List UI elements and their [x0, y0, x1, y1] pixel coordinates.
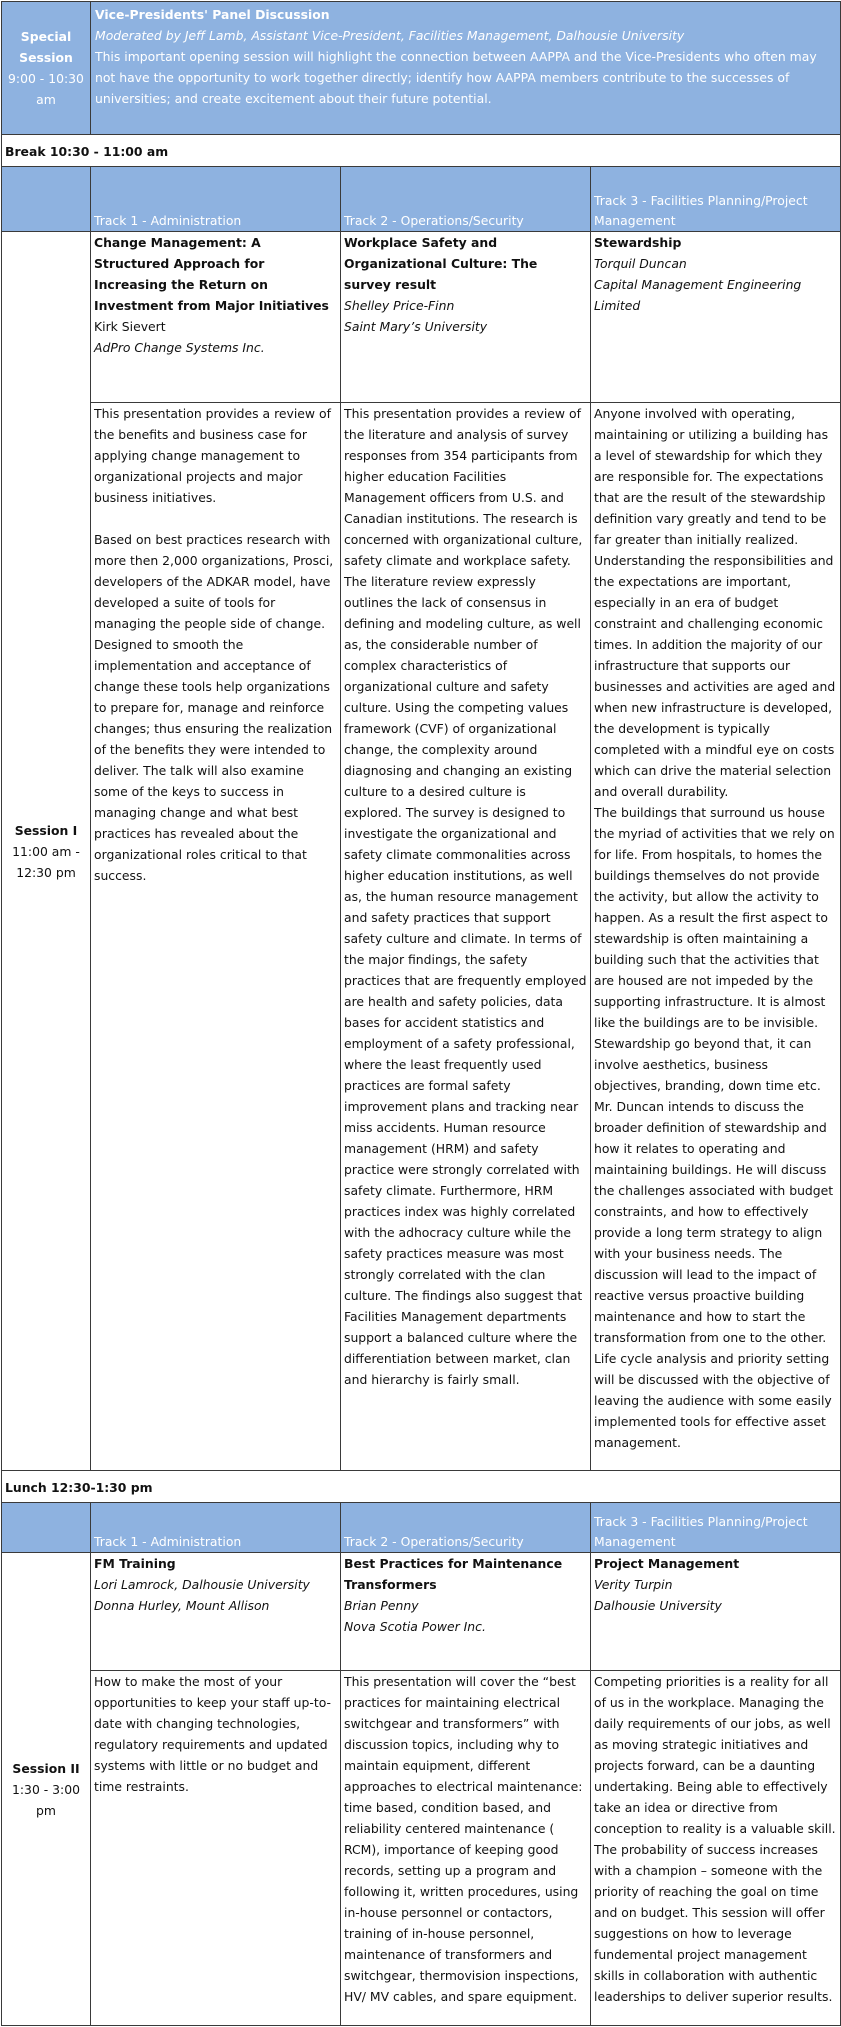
- session1-track2-paragraph-1: This presentation provides a review of the literature and analysis of survey responses from 354 participants from higher education Facilities Management officers from U.S. and Canadian institutions. The research is concerned with organizational culture, safety climate and workplace safety. The literature review expressly outlines the lack of consensus in defining and modeling culture, as well as, the considerable number of complex characteristics of organizational culture and safety culture. Using the competing values framework (CVF) of organizational change, the complexity around diagnosing and changing an existing culture to a desired culture is explored. The survey is designed to investigate the organizational and safety climate commonalities across higher education institutions, as well as, the human resource management and safety practices that support safety culture and climate. In terms of the major findings, the safety practices that are frequently employed are health and safety policies, data bases for accident statistics and employment of a safety professional, where the least frequently used practices are formal safety improvement plans and tracking near miss accidents. Human resource management (HRM) and safety practice were strongly correlated with safety climate. Furthermore, HRM practices index was highly correlated with the adhocracy culture while the safety practices measure was most strongly correlated with the clan culture. The findings also suggest that Facilities Management departments support a balanced culture where the differentiation between market, clan and hierarchy is fairly small.: [344, 406, 587, 1387]
- session2-track3-speaker: Verity Turpin: [594, 1577, 673, 1592]
- session2-track3-header: Track 3 - Facilities Planning/Project Management: [591, 1503, 841, 1553]
- session2-track1-paragraph-1: How to make the most of your opportunities to keep your staff up-to-date with changing technologies, regulatory requirements and updated systems with little or no budget and time restraints.: [94, 1674, 331, 1794]
- session1-header-empty: [2, 167, 91, 232]
- lunch-row: [2, 1471, 841, 1503]
- session1-track2-speaker: Shelley Price-Finn: [344, 298, 455, 313]
- session1-track1-description-cell: [91, 403, 341, 1471]
- session2-track1-speaker-2: Donna Hurley, Mount Allison: [94, 1598, 270, 1613]
- session1-description-row: [2, 403, 841, 1471]
- session2-track2-paragraph-1: This presentation will cover the “best practices for maintaining electrical switchgear and transformers” with discussion topics, including why to maintain equipment, different approaches to electrical maintenance: time based, condition based, and reliability centered maintenance ( RCM), importance of keeping good records, setting up a program and following it, written procedures, using in-house personnel or contactors, training of in-house personnel, maintenance of transformers and switchgear, thermovision inspections, HV/ MV cables, and spare equipment.: [344, 1674, 583, 2004]
- lunch-label: Lunch 12:30-1:30 pm: [2, 1471, 841, 1503]
- session2-speaker-row: [2, 1553, 841, 1671]
- session1-track3-paragraph-2: The buildings that surround us house the myriad of activities that we rely on for life. From hospitals, to homes the buildings themselves do not provide the activity, but allow the activity to happen. As a result the first aspect to stewardship is often maintaining a building such that the activities that are housed are not impeded by the supporting infrastructure. It is almost like the buildings are to be invisible. Stewardship go beyond that, it can involve aesthetics, business objectives, branding, down time etc.: [594, 805, 835, 1093]
- session1-label-cell: [2, 232, 91, 1471]
- session2-track3-title: Project Management: [594, 1556, 740, 1571]
- special-session-label-cell: [2, 2, 91, 135]
- special-session-description: This important opening session will highlight the connection between AAPPA and the Vice-Presidents who often may not have the opportunity to work together directly; identify how AAPPA members contribute to the successes of universities; and create excitement about their future potential.: [95, 49, 817, 106]
- session1-track2-speaker-cell: [341, 232, 591, 403]
- session2-track2-header: Track 2 - Operations/Security: [341, 1503, 591, 1553]
- session1-label: Session I: [14, 822, 78, 838]
- session1-time: 11:00 am - 12:30 pm: [12, 843, 80, 880]
- session2-track2-speaker-cell: [341, 1553, 591, 1671]
- session2-track3-org: Dalhousie University: [594, 1598, 722, 1613]
- break-row: [2, 135, 841, 167]
- special-session-content: [91, 2, 841, 135]
- session2-track1-title: FM Training: [94, 1556, 176, 1571]
- session2-track1-speaker-1: Lori Lamrock, Dalhousie University: [94, 1577, 310, 1592]
- session2-track2-title: Best Practices for Maintenance Transformers: [344, 1556, 563, 1592]
- session2-header-empty: [2, 1503, 91, 1553]
- special-session-title: Vice-Presidents' Panel Discussion: [95, 7, 330, 22]
- session1-track3-description-cell: [591, 403, 841, 1471]
- session2-track1-description-cell: [91, 1671, 341, 2026]
- session2-label-cell: [2, 1553, 91, 2026]
- session1-track2-title: Workplace Safety and Organizational Culture: The survey result: [344, 235, 538, 292]
- session2-label: Session II: [12, 1760, 80, 1776]
- session1-track1-paragraph-2: Based on best practices research with more then 2,000 organizations, Prosci, developers of the ADKAR model, have developed a suite of tools for managing the people side of change. Designed to smooth the implementation and acceptance of change these tools help organizations to prepare for, manage and reinforce changes; thus ensuring the realization of the benefits they were intended to deliver. The talk will also examine some of the keys to success in managing change and what best practices has revealed about the organizational roles critical to that success.: [94, 532, 334, 883]
- session1-track2-description-cell: [341, 403, 591, 1471]
- session1-track-header-row: [2, 167, 841, 232]
- session1-speaker-row: [2, 232, 841, 403]
- session2-track3-speaker-cell: [591, 1553, 841, 1671]
- session1-track3-paragraph-1: Anyone involved with operating, maintaining or utilizing a building has a level of stewardship for which they are responsible for. The expectations that are the result of the stewardship definition vary greatly and tend to be far greater than initially realized. Understanding the responsibilities and the expectations are important, especially in an era of budget constraint and challenging economic times. In addition the majority of our infrastructure that supports our businesses and activities are aged and when new infrastructure is developed, the development is typically completed with a mindful eye on costs which can drive the material selection and overall durability.: [594, 406, 836, 799]
- session1-track1-paragraph-1: This presentation provides a review of the benefits and business case for applying change management to organizational projects and major business initiatives.: [94, 406, 331, 505]
- session1-track1-speaker-cell: [91, 232, 341, 403]
- session1-track3-speaker: Torquil Duncan: [594, 256, 687, 271]
- session2-track-header-row: [2, 1503, 841, 1553]
- session1-track1-speaker: Kirk Sievert: [94, 319, 166, 334]
- special-session-moderator: Moderated by Jeff Lamb, Assistant Vice-President, Facilities Management, Dalhousie University: [95, 28, 685, 43]
- session2-track1-speaker-cell: [91, 1553, 341, 1671]
- break-label: Break 10:30 - 11:00 am: [2, 135, 841, 167]
- session1-track3-org: Capital Management Engineering Limited: [594, 277, 802, 313]
- session1-track1-header: Track 1 - Administration: [91, 167, 341, 232]
- schedule-table: [1, 1, 841, 2026]
- special-session-time: 9:00 - 10:30 am: [8, 71, 84, 107]
- session2-time: 1:30 - 3:00 pm: [12, 1781, 80, 1818]
- special-session-label: Special Session: [19, 29, 73, 65]
- session2-track1-header: Track 1 - Administration: [91, 1503, 341, 1553]
- session2-track3-description-cell: [591, 1671, 841, 2026]
- session1-track2-org: Saint Mary’s University: [344, 319, 488, 334]
- session2-track2-speaker: Brian Penny: [344, 1598, 419, 1613]
- session1-track3-title: Stewardship: [594, 235, 682, 250]
- session2-track2-description-cell: [341, 1671, 591, 2026]
- special-session-row: [2, 2, 841, 135]
- session2-track3-paragraph-1: Competing priorities is a reality for all of us in the workplace. Managing the daily requirements of our jobs, as well as moving strategic initiatives and projects forward, can be a daunting undertaking. Being able to effectively take an idea or directive from conception to reality is a valuable skill. The probability of success increases with a champion – someone with the priority of reaching the goal on time and on budget. This session will offer suggestions on how to leverage fundemental project management skills in collaboration with authentic leaderships to deliver superior results.: [594, 1674, 836, 2004]
- session1-track1-org: AdPro Change Systems Inc.: [94, 340, 265, 355]
- session1-track3-speaker-cell: [591, 232, 841, 403]
- session1-track2-header: Track 2 - Operations/Security: [341, 167, 591, 232]
- session2-description-row: [2, 1671, 841, 2026]
- session2-track2-org: Nova Scotia Power Inc.: [344, 1619, 486, 1634]
- session1-track1-title: Change Management: A Structured Approach for Increasing the Return on Investment from Major Initiatives: [94, 235, 329, 313]
- session1-track3-paragraph-3: Mr. Duncan intends to discuss the broader definition of stewardship and how it relates to operating and maintaining buildings. He will discuss the challenges associated with budget constraints, and how to effectively provide a long term strategy to align with your business needs. The discussion will lead to the impact of reactive versus proactive building maintenance and how to start the transformation from one to the other. Life cycle analysis and priority setting will be discussed with the objective of leaving the audience with some easily implemented tools for effective asset management.: [594, 1099, 834, 1450]
- session1-track3-header: Track 3 - Facilities Planning/Project Management: [591, 167, 841, 232]
